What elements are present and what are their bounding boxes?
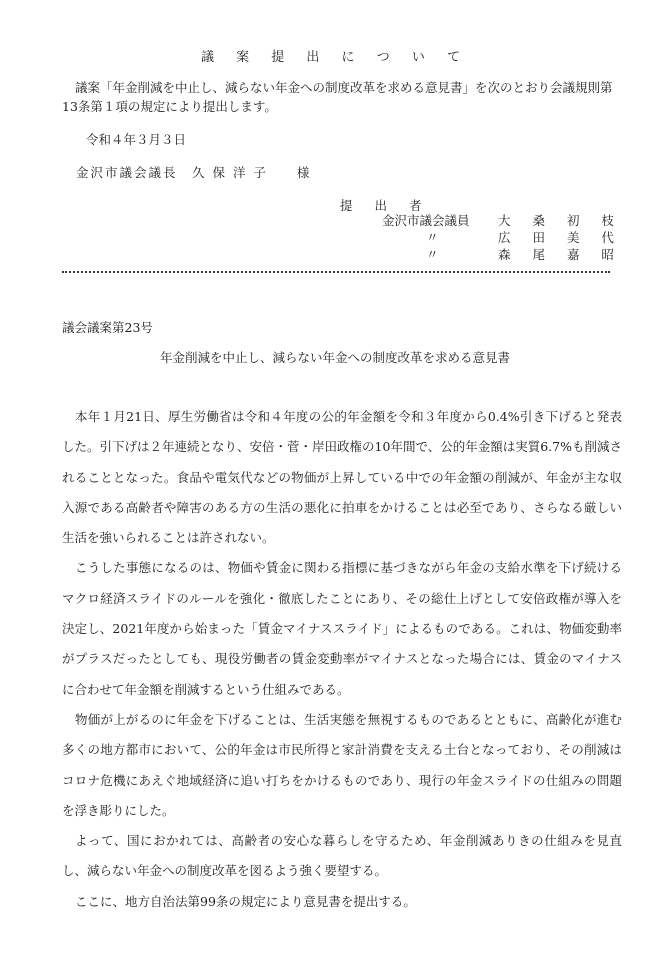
page-title: 議 案 提 出 に つ い て xyxy=(201,50,469,65)
submitter-name: 広 田 美 代 xyxy=(498,230,623,245)
bill-title: 年金削減を中止し、減らない年金への制度改革を求める意見書 xyxy=(159,350,510,365)
submitter-row xyxy=(382,246,623,263)
body-paragraph: よって、国におかれては、高齢者の安心な暮らしを守るため、年金削減ありきの仕組みを見直し、減らない年金への制度改革を図るよう強く要望する。 xyxy=(62,833,622,879)
submitter-row xyxy=(382,229,623,246)
body-paragraph: こうした事態になるのは、物価や賃金に関わる指標に基づきながら年金の支給水準を下げ続けるマクロ経済スライドのルールを強化・徹底したことにあり、その総仕上げとして安倍政権が導入を決定し、2021年度から始まった「賃金マイナススライド」によるものである。これは、物価変動率がプラスだったとしても、現役労働者の賃金変動率がマイナスとなった場合には、賃金のマイナスに合わせて年金額を削減するという仕組みである。 xyxy=(62,560,622,697)
submitter-name: 大 桑 初 枝 xyxy=(498,213,623,228)
submission-date: 令和４年３月３日 xyxy=(86,132,187,147)
submitter-role: 〃 xyxy=(426,230,439,245)
bill-number: 議会議案第23号 xyxy=(62,320,153,335)
bill-body xyxy=(62,402,622,917)
submitter-role: 〃 xyxy=(426,247,439,262)
addressee: 金沢市議会議長 久 保 洋 子 様 xyxy=(76,165,312,180)
intro-paragraph: 議案「年金削減を中止し、減らない年金への制度改革を求める意見書」を次のとおり会議規則第13条第１項の規定により提出します。 xyxy=(62,80,613,114)
body-paragraph: 本年１月21日、厚生労働省は令和４年度の公的年金額を令和３年度から0.4%引き下げると発表した。引下げは２年連続となり、安倍・菅・岸田政権の10年間で、公的年金額は実質6.7%も削減されることとなった。食品や電気代などの物価が上昇している中での年金額の削減が、年金が主な収入源である高齢者や障害のある方の生活の悪化に拍車をかけることは必至であり、さらなる厳しい生活を強いられることは許されない。 xyxy=(62,409,622,546)
submitter-row xyxy=(382,212,623,229)
submitters-list xyxy=(382,212,623,263)
submitter-role: 金沢市議会議員 xyxy=(382,213,470,228)
body-paragraph: ここに、地方自治法第99条の規定により意見書を提出する。 xyxy=(75,893,416,909)
dotted-divider xyxy=(62,271,610,273)
body-paragraph: 物価が上がるのに年金を下げることは、生活実態を無視するものであるとともに、高齢化が進む多くの地方都市において、公的年金は市民所得と家計消費を支える土台となっており、その削減はコロナ危機にあえぐ地域経済に追い打ちをかけるものであり、現行の年金スライドの仕組みの問題を浮き彫りにした。 xyxy=(62,711,622,818)
submitters-heading: 提 出 者 xyxy=(340,198,431,213)
submitter-name: 森 尾 嘉 昭 xyxy=(498,247,623,262)
